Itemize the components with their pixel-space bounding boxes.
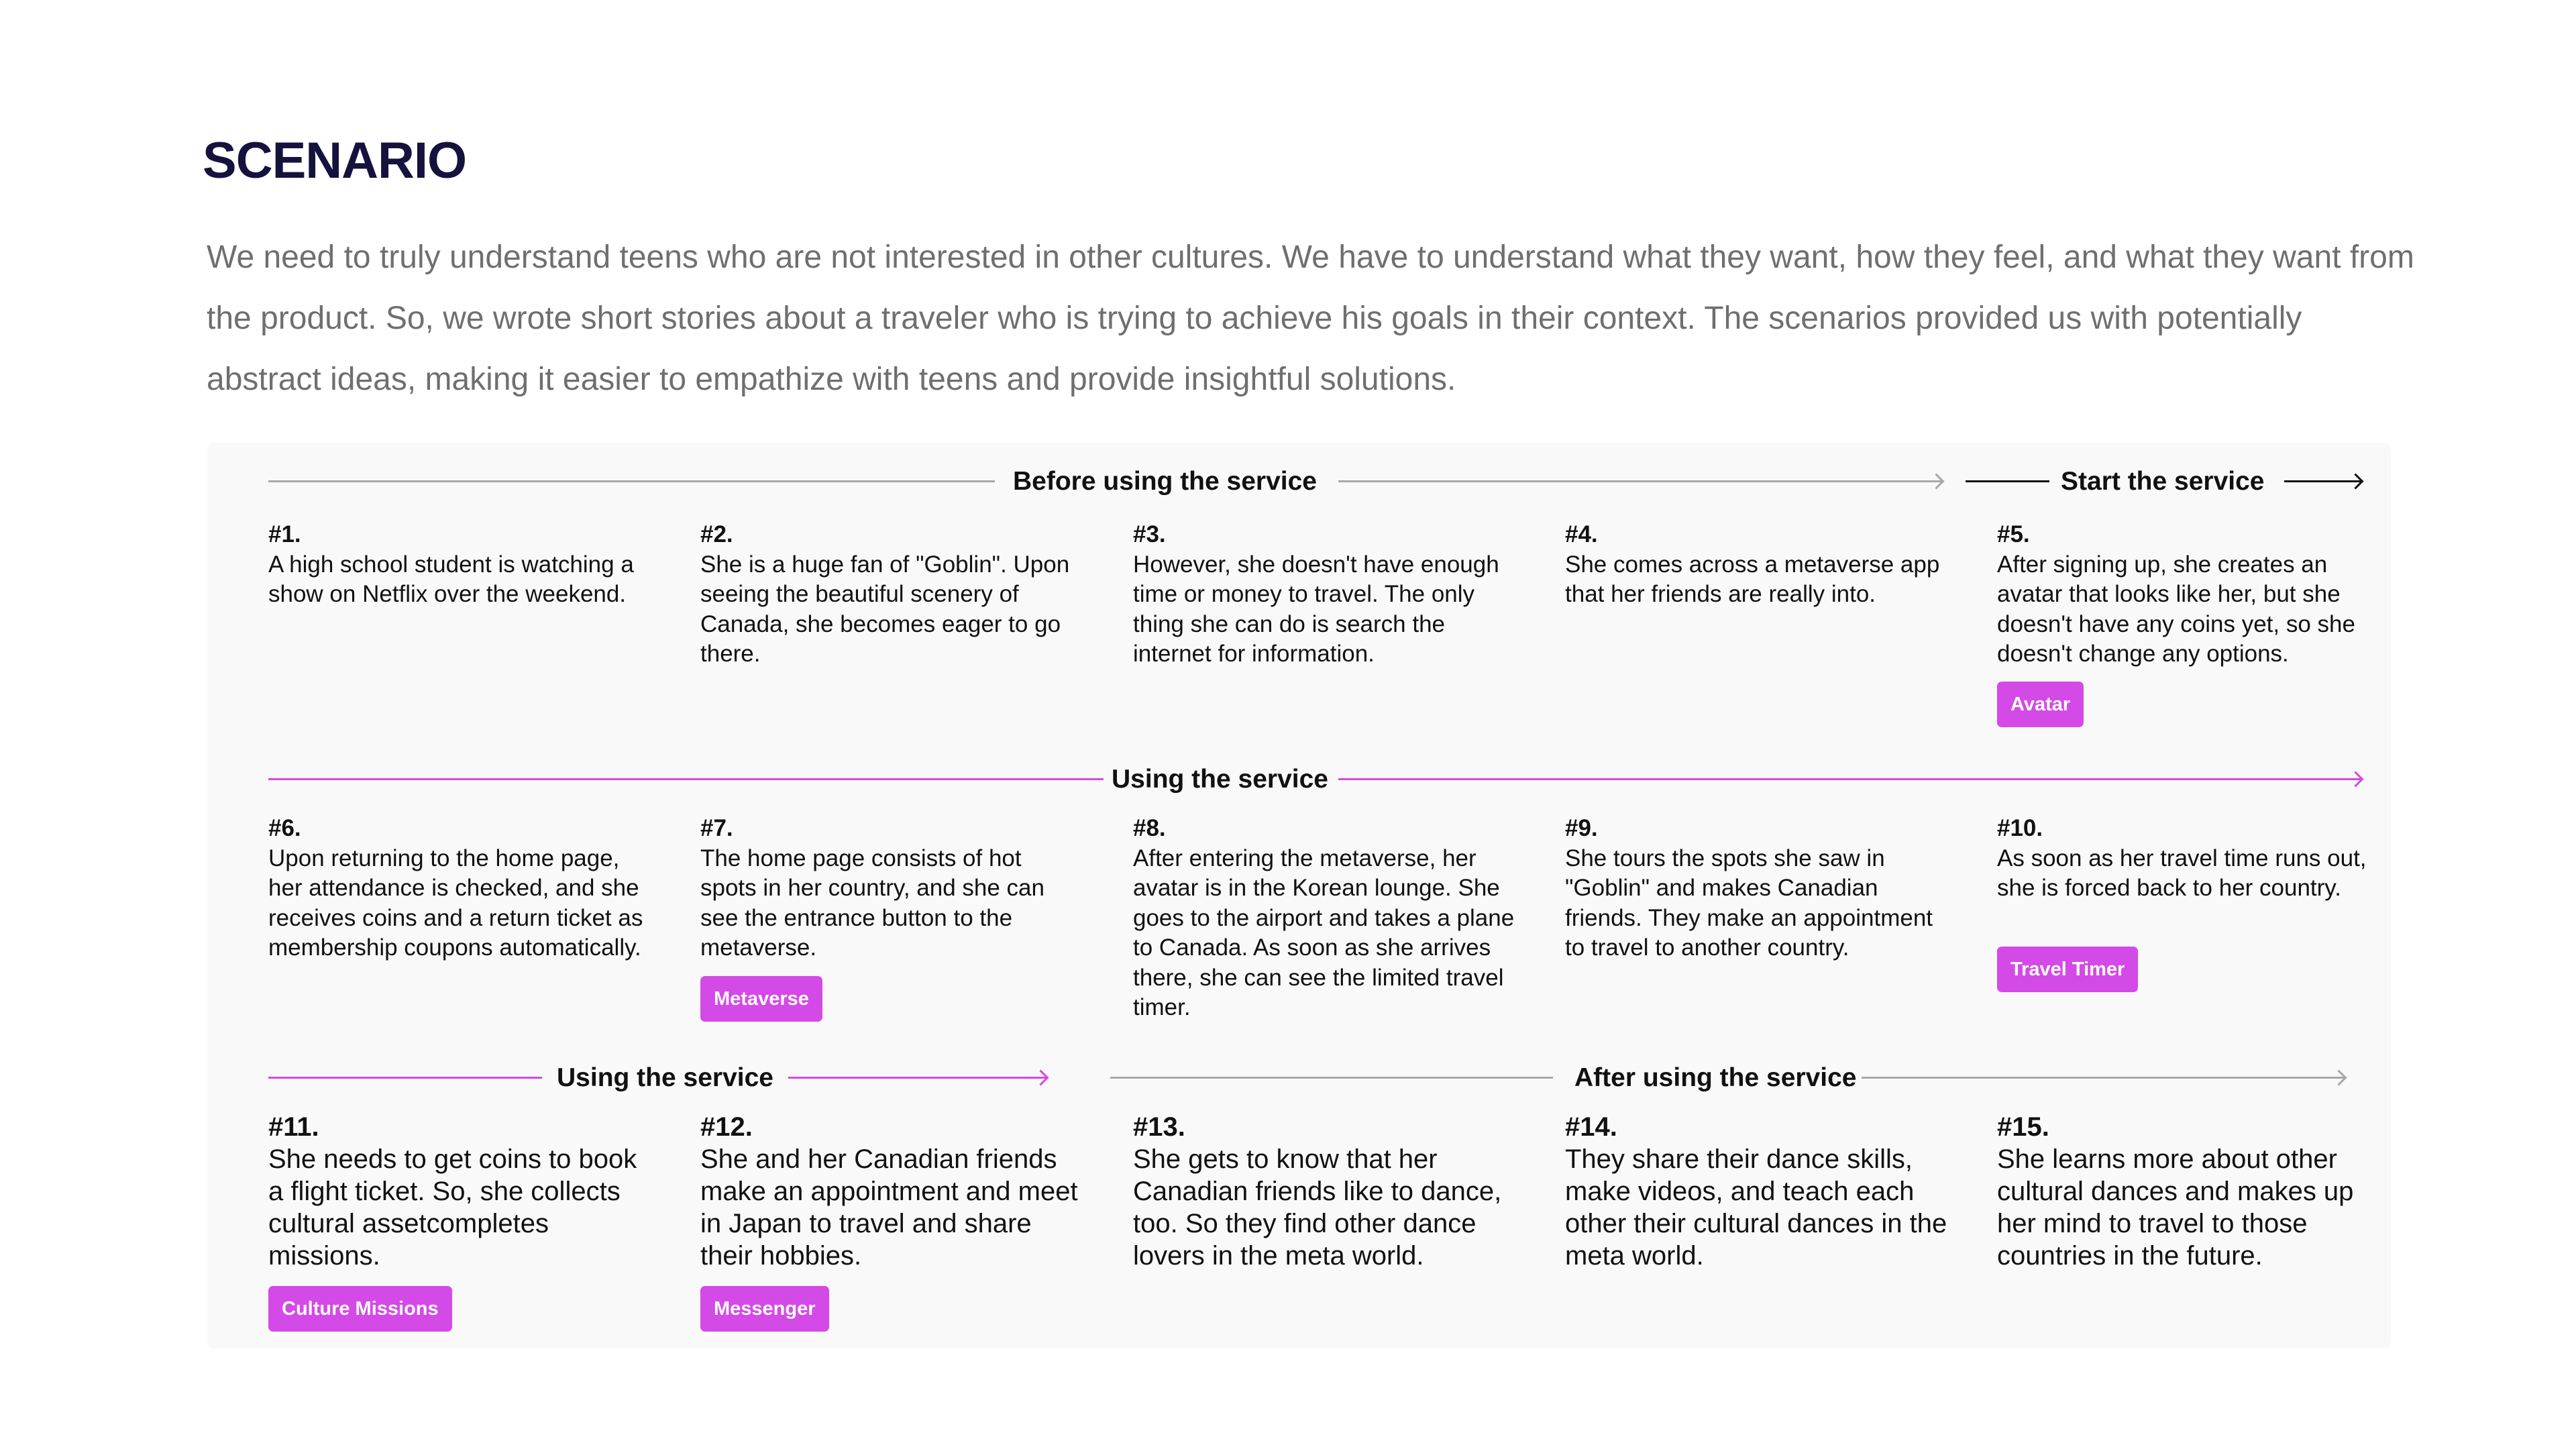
before-phase-line-left [268,480,995,482]
phase-label-before: Before using the service [1013,467,1317,496]
step-text: She is a huge fan of "Goblin". Upon seeing the beautiful scenery of Canada, she becomes eager to go there. [700,551,1070,667]
step-text: She tours the spots she saw in "Goblin" and makes Canadian friends. They make an appointment to travel to another country. [1565,845,1933,961]
step-text: She gets to know that her Canadian friends like to dance, too. So they find other dance lovers in the meta world. [1133,1144,1502,1271]
start-phase-line-left [1966,480,2049,482]
scenario-step-4 [1565,520,1947,610]
scenario-step-8 [1133,814,1515,1023]
after-phase-line-left [1110,1077,1553,1079]
step-number: #4. [1565,521,1598,547]
step-number: #10. [1997,815,2043,841]
step-text: Upon returning to the home page, her attendance is checked, and she receives coins and a return ticket as membership coupons automatically. [268,845,643,961]
phase-label-start: Start the service [2061,467,2265,496]
step-text: After signing up, she creates an avatar that looks like her, but she doesn't have any coins yet, so she doesn't change any options. [1997,551,2355,667]
step-text: As soon as her travel time runs out, she is forced back to her country. [1997,845,2367,901]
step-number: #5. [1997,521,2030,547]
scenario-step-14 [1565,1111,1947,1272]
scenario-step-12 [700,1111,1083,1272]
intro-paragraph: We need to truly understand teens who are not interested in other cultures. We have to understand what they want, how they feel, and what they want from the product. So, we wrote short stories about a traveler who is trying to achieve his goals in their context. The scenarios provided us with potentially abstract ideas, making it easier to empathize with teens and provide insightful solutions. [207,239,2414,397]
step-text: She and her Canadian friends make an appointment and meet in Japan to travel and share their hobbies. [700,1144,1078,1271]
step-number: #6. [268,815,301,841]
phase-label-after: After using the service [1574,1063,1857,1092]
step-number: #3. [1133,521,1166,547]
after-phase-arrow [1862,1077,2345,1079]
step-number: #2. [700,521,733,547]
feature-tag-messenger[interactable]: Messenger [700,1286,829,1332]
page-title: SCENARIO [203,132,467,189]
feature-tag-culture-missions[interactable]: Culture Missions [268,1286,452,1332]
phase-label-using-2: Using the service [557,1063,773,1092]
step-number: #13. [1133,1112,1185,1142]
step-number: #11. [268,1112,319,1142]
scenario-step-5 [1997,520,2379,669]
step-text: The home page consists of hot spots in her country, and she can see the entrance button to the metaverse. [700,845,1044,961]
using-phase-line-left [268,778,1104,780]
step-number: #12. [700,1112,753,1142]
phase-label-using: Using the service [1112,765,1328,794]
step-text: However, she doesn't have enough time or money to travel. The only thing she can do is search the internet for information. [1133,551,1499,667]
scenario-step-13 [1133,1111,1515,1272]
scenario-step-2 [700,520,1083,669]
scenario-step-15 [1997,1111,2379,1272]
before-phase-arrow [1338,480,1942,482]
scenario-step-6 [268,814,651,963]
step-text: She learns more about other cultural dances and makes up her mind to travel to those countries in the future. [1997,1144,2354,1271]
feature-tag-travel-timer[interactable]: Travel Timer [1997,947,2138,992]
step-text: They share their dance skills, make videos, and teach each other their cultural dances in the meta world. [1565,1144,1947,1271]
step-number: #1. [268,521,301,547]
step-number: #7. [700,815,733,841]
scenario-step-1 [268,520,651,610]
step-number: #8. [1133,815,1166,841]
scenario-step-9 [1565,814,1947,963]
feature-tag-metaverse[interactable]: Metaverse [700,976,822,1022]
using-phase-2-line-left [268,1077,542,1079]
using-phase-arrow [1338,778,2361,780]
feature-tag-avatar[interactable]: Avatar [1997,682,2084,727]
step-number: #15. [1997,1112,2049,1142]
scenario-step-11 [268,1111,651,1272]
scenario-step-3 [1133,520,1515,669]
step-text: After entering the metaverse, her avatar is in the Korean lounge. She goes to the airport and takes a plane to Canada. As soon as she arrives there, she can see the limited travel timer. [1133,845,1515,1020]
step-number: #14. [1565,1112,1617,1142]
start-phase-arrow [2284,480,2361,482]
scenario-step-10 [1997,814,2379,904]
scenario-step-7 [700,814,1083,963]
using-phase-2-arrow [788,1077,1046,1079]
step-text: She needs to get coins to book a flight ticket. So, she collects cultural assetcompletes missions. [268,1144,637,1271]
step-text: A high school student is watching a show on Netflix over the weekend. [268,551,634,607]
step-number: #9. [1565,815,1598,841]
step-text: She comes across a metaverse app that her friends are really into. [1565,551,1940,607]
